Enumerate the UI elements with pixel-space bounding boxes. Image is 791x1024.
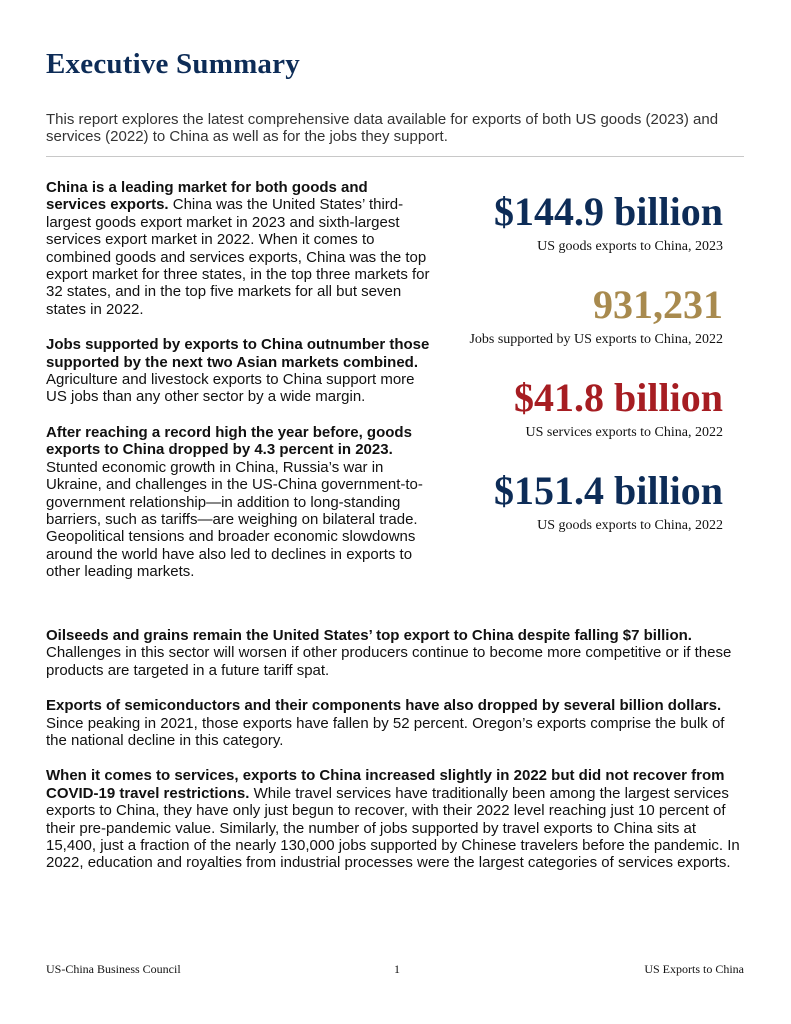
paragraph-body: Since peaking in 2021, those exports have fallen by 52 percent. Oregon’s exports comprise the bulk of the national decline in this category. [46,714,725,750]
footer-organization: US-China Business Council [46,962,181,976]
stat-label: Jobs supported by US exports to China, 2022 [469,332,723,347]
stat-label: US goods exports to China, 2023 [537,239,723,254]
paragraph-lead: After reaching a record high the year before, goods exports to China dropped by 4.3 percent in 2023. [46,423,412,459]
stat-services-exports [445,376,723,443]
paragraph-china-leading-market [46,179,431,318]
paragraph-services [46,767,746,871]
paragraph-lead: Exports of semiconductors and their components have also dropped by several billion dollars. [46,697,722,715]
paragraph-body: Challenges in this sector will worsen if other producers continue to become more competitive or if these products are targeted in a future tariff spat. [46,644,732,679]
paragraph-body: China was the United States’ third-largest goods export market in 2023 and sixth-largest services export market in 2022. When it comes to combined goods and services exports, China was the top export market for three states, in the top three markets for 32 states, and in the top five markets for all but seven states in 2022. [46,196,430,318]
paragraph-body: Stunted economic growth in China, Russia’s war in Ukraine, and challenges in the US-China government-to-government relationship—in addition to long-standing barriers, such as tariffs—are weighing on bilateral trade. Geopolitical tensions and broader economic slowdowns around the world have also led to declines in exports to other leading markets. [46,458,423,581]
stat-value: 931,231 [593,282,723,327]
paragraph-lead: Jobs supported by exports to China outnumber those supported by the next two Asian markets combined. [46,336,430,371]
full-width-section [46,627,746,890]
stat-label: US services exports to China, 2022 [525,425,723,440]
page-footer [46,962,744,978]
page-title: Executive Summary [46,48,300,80]
paragraph-lead: When it comes to services, exports to China increased slightly in 2022 but did not recover from COVID-19 travel restrictions. [46,767,725,802]
divider [46,156,744,157]
left-column [46,179,431,599]
stat-goods-exports-2023 [445,190,723,257]
stat-value: $144.9 billion [494,189,723,234]
page-number: 1 [394,962,400,976]
footer-report-title: US Exports to China [644,962,744,976]
paragraph-oilseeds-grains [46,627,746,679]
paragraph-lead: Oilseeds and grains remain the United States’ top export to China despite falling $7 billion. [46,627,692,644]
stats-column [445,190,723,562]
stat-value: $151.4 billion [494,468,723,513]
stat-label: US goods exports to China, 2022 [537,518,723,533]
paragraph-semiconductors [46,697,746,749]
paragraph-lead: China is a leading market for both goods and services exports. [46,179,368,214]
paragraph-jobs-supported [46,336,431,406]
paragraph-body: Agriculture and livestock exports to China support more US jobs than any other sector by a wide margin. [46,371,415,406]
stat-goods-exports-2022 [445,469,723,536]
paragraph-goods-exports-drop [46,424,431,581]
stat-value: $41.8 billion [514,375,723,420]
intro-text: This report explores the latest comprehensive data available for exports of both US goods (2023) and services (2022) to China as well as for the jobs they support. [46,111,719,145]
paragraph-body: While travel services have traditionally been among the largest services exports to China, they have only just begun to recover, with their 2022 level reaching just 10 percent of their pre-pandemic value. Similarly, the number of jobs supported by travel exports to China sits at 15,400, just a fraction of the nearly 130,000 jobs supported by Chinese travelers before the pandemic. In 2022, education and royalties from industrial processes were the largest categories of services exports. [46,784,740,872]
stat-jobs-supported [445,283,723,350]
